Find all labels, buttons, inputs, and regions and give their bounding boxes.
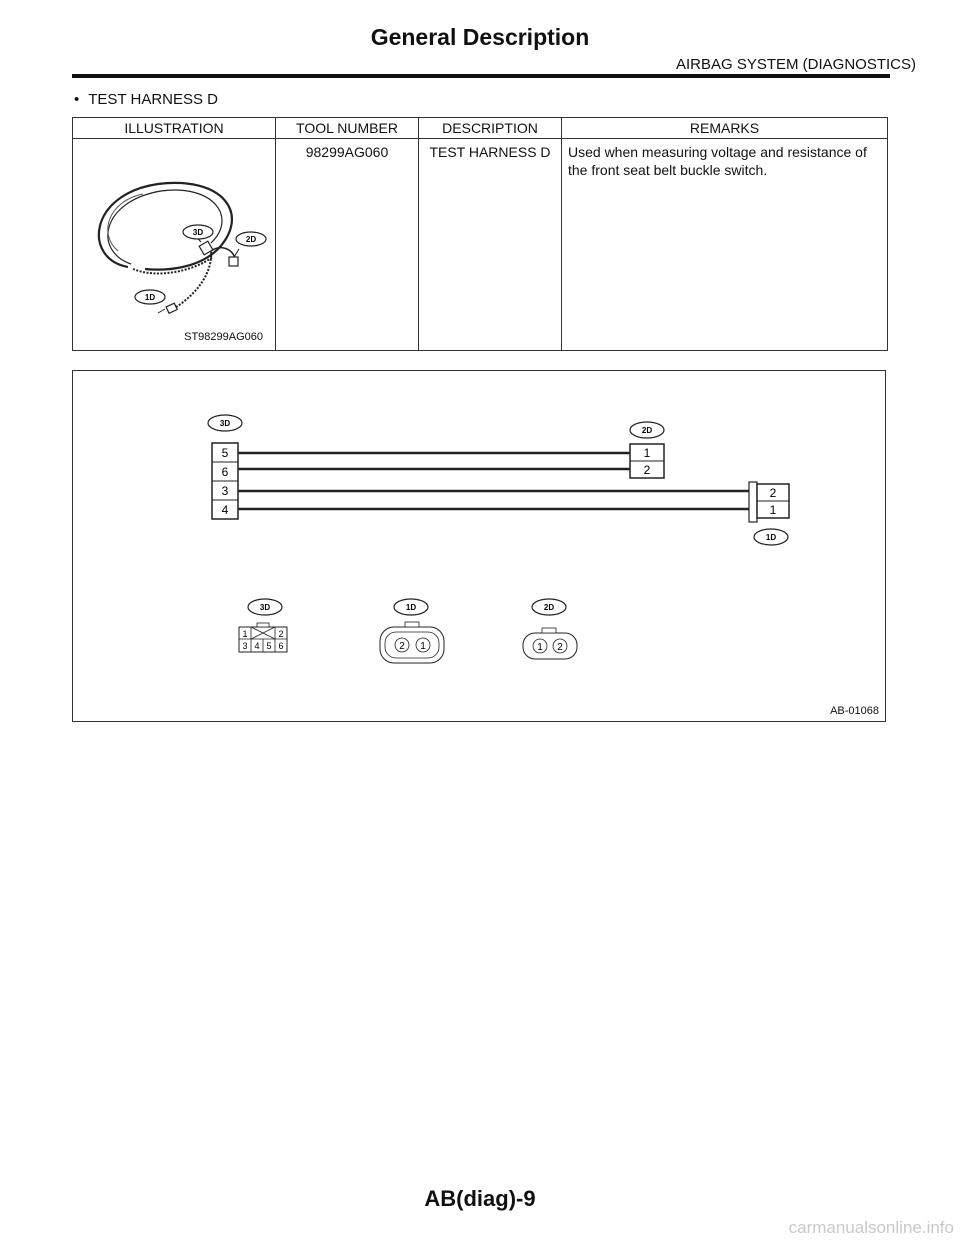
face-3d-pin-3: 3 <box>242 641 248 651</box>
diagram-tag-3d-label: 3D <box>219 419 231 428</box>
face-1d-pin-2: 2 <box>399 641 405 652</box>
face-3d-pin-6: 6 <box>278 641 284 651</box>
wiring-diagram <box>72 370 886 722</box>
header-description: DESCRIPTION <box>419 118 562 139</box>
section-title: AIRBAG SYSTEM (DIAGNOSTICS) <box>675 56 916 73</box>
connector-3d-pin-5: 5 <box>221 446 229 460</box>
bullet-item <box>74 91 218 108</box>
face-3d-pin-5: 5 <box>266 641 272 651</box>
face-2d-tag-label: 2D <box>543 603 555 612</box>
connector-1d-pin-1: 1 <box>769 503 777 517</box>
face-3d-pin-2: 2 <box>278 629 284 639</box>
face-3d-pin-1: 1 <box>242 629 248 639</box>
header-rule <box>72 74 890 78</box>
illustration-cell <box>73 139 276 351</box>
connector-2d-pin-2: 2 <box>643 463 651 477</box>
illustration-tag-3d-label: 3D <box>192 228 204 237</box>
table-header-row <box>73 118 888 139</box>
table-row <box>73 139 888 351</box>
illustration-tag-2d-label: 2D <box>245 235 257 244</box>
description-cell: TEST HARNESS D <box>419 139 562 351</box>
diagram-tag-2d-label: 2D <box>641 426 653 435</box>
harness-illustration <box>73 139 287 348</box>
face-3d-pin-4: 4 <box>254 641 260 651</box>
illustration-tag-1d-label: 1D <box>144 293 156 302</box>
face-2d-pin-2: 2 <box>557 642 563 653</box>
remarks-cell: Used when measuring voltage and resistance of the front seat belt buckle switch. <box>562 139 888 351</box>
header-remarks: REMARKS <box>562 118 888 139</box>
page-number: AB(diag)-9 <box>424 1186 536 1211</box>
face-2d-pin-1: 1 <box>537 642 543 653</box>
face-1d-connector <box>380 622 444 663</box>
face-1d-tag-label: 1D <box>405 603 417 612</box>
connector-1d-pin-2: 2 <box>769 486 777 500</box>
diagram-tag-1d-label: 1D <box>765 533 777 542</box>
face-1d-pin-1: 1 <box>420 641 426 652</box>
watermark: carmanualsonline.info <box>788 1218 954 1237</box>
connector-3d-pin-3: 3 <box>221 484 229 498</box>
face-3d-tag-label: 3D <box>259 603 271 612</box>
bullet-text: TEST HARNESS D <box>88 91 219 108</box>
face-2d-connector <box>523 628 577 659</box>
connector-3d-pin-4: 4 <box>221 503 229 517</box>
header-tool-number: TOOL NUMBER <box>276 118 419 139</box>
header-illustration: ILLUSTRATION <box>73 118 276 139</box>
connector-2d-pin-1: 1 <box>643 446 651 460</box>
wiring-diagram-svg <box>73 371 885 721</box>
page-title: General Description <box>370 24 590 50</box>
connector-3d-pin-6: 6 <box>221 465 229 479</box>
tool-table <box>72 117 888 351</box>
diagram-code: AB-01068 <box>830 705 879 717</box>
tool-number-cell: 98299AG060 <box>276 139 419 351</box>
illustration-code: ST98299AG060 <box>184 331 263 343</box>
bullet-symbol: • <box>74 91 80 108</box>
